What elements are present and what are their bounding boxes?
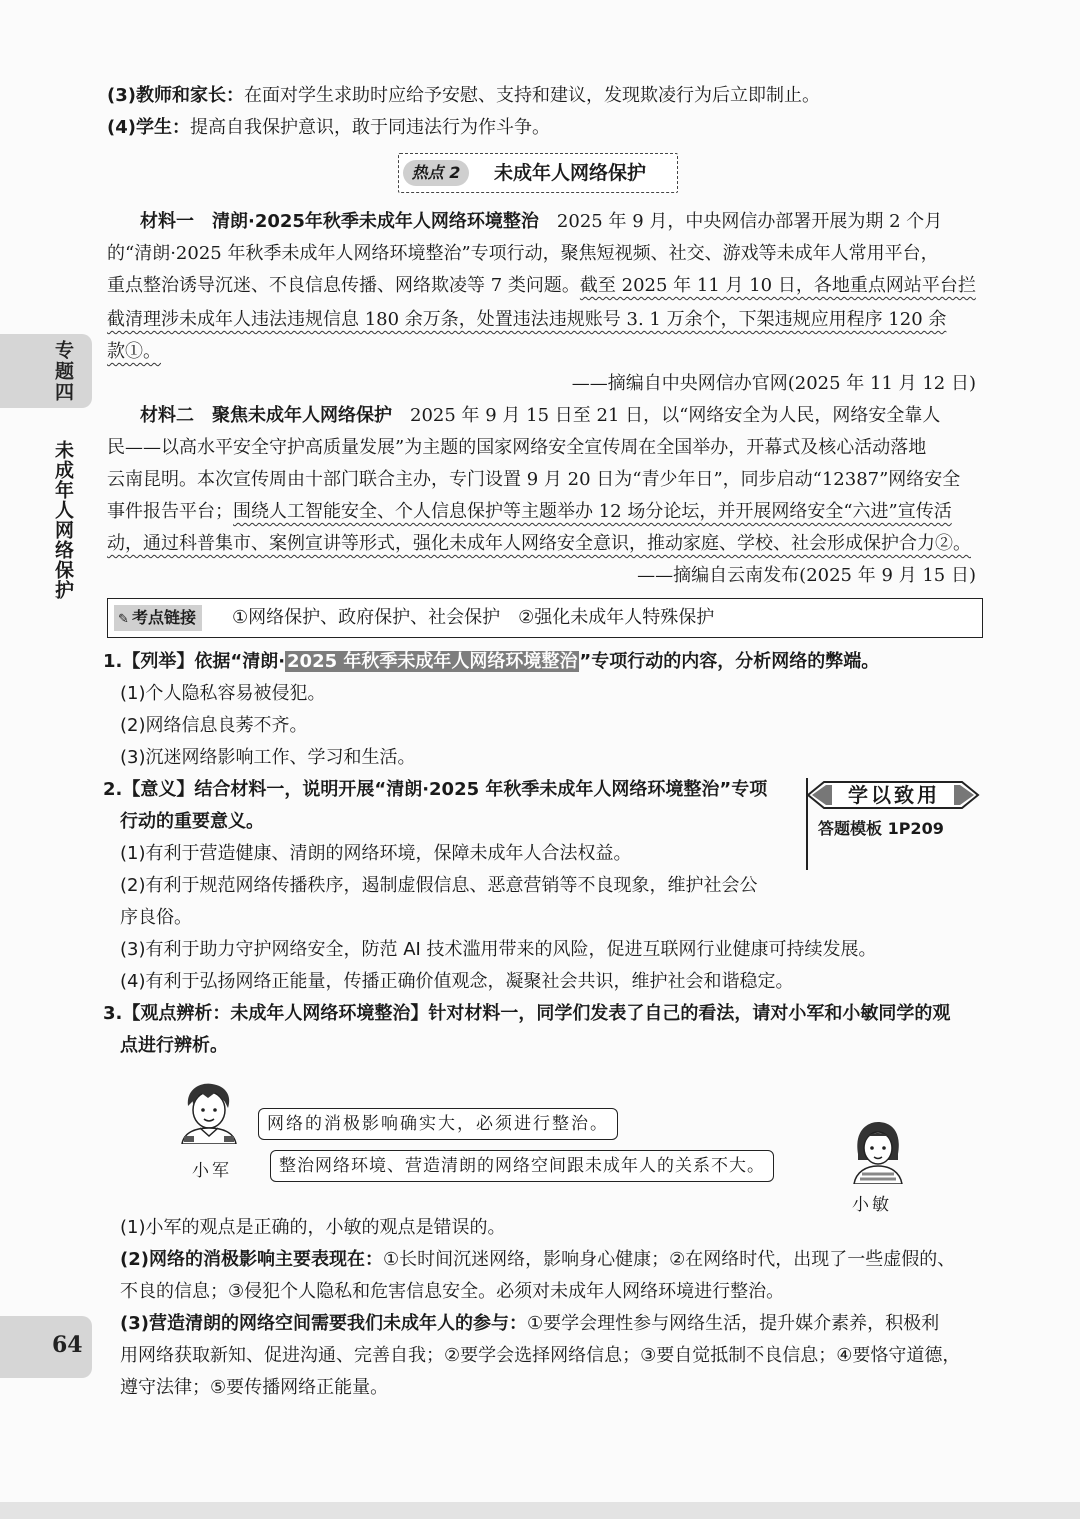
- material2-label: 材料二 聚焦未成年人网络保护: [140, 405, 392, 426]
- material1-label: 材料一 清朗·2025年秋季未成年人网络环境整治: [140, 211, 539, 232]
- link-icon: ✎: [118, 612, 129, 627]
- material2-line-1: [140, 404, 940, 428]
- material1-source: ——摘编自中央网信办官网(2025 年 11 月 12 日): [571, 373, 976, 394]
- q1-title: [103, 650, 879, 674]
- kaodian-label: 考点链接: [132, 608, 197, 627]
- intro-item-4: [107, 116, 550, 140]
- material2-line-3: 云南昆明。本次宣传周由十部门联合主办，专门设置 9 月 20 日为“青少年日”，同步启动“12387”网络安全: [107, 469, 961, 490]
- intro-item-4-text: 提高自我保护意识，敢于同违法行为作斗争。: [189, 117, 550, 138]
- q2-answer-2b: 序良俗。: [120, 907, 192, 928]
- material1-line-2: 的“清朗·2025 年秋季未成年人网络环境整治”专项行动，聚焦短视频、社交、游戏等未成年人常用平台，: [107, 243, 939, 264]
- kaodian-box: [107, 598, 983, 638]
- q3-answer-3-label: (3)营造清朗的网络空间需要我们未成年人的参与：: [120, 1313, 527, 1334]
- q3-answer-2-text: ①长时间沉迷网络，影响身心健康；②在网络时代，出现了一些虚假的、: [382, 1249, 956, 1270]
- intro-item-3-text: 在面对学生求助时应给予安慰、支持和建议，发现欺凌行为后立即制止。: [243, 85, 820, 106]
- xiaomin-name: 小敏: [852, 1195, 892, 1215]
- page-number: 64: [52, 1332, 83, 1358]
- footer-strip: [0, 1502, 1080, 1519]
- q1-answer-2: (2)网络信息良莠不齐。: [120, 715, 308, 736]
- q1-suffix: ”专项行动的内容，分析网络的弊端。: [579, 651, 880, 672]
- topic-label: 专题四: [52, 340, 74, 403]
- material1-line-1: [140, 210, 942, 234]
- q2-answer-3: (3)有利于助力守护网络安全，防范 AI 技术滥用带来的风险，促进互联网行业健康可持续发展。: [120, 939, 877, 960]
- material2-text-1: 2025 年 9 月 15 日至 21 日，以“网络安全为人民，网络安全靠人: [392, 405, 941, 426]
- intro-item-4-label: (4)学生：: [107, 117, 190, 138]
- material1-line-5: [107, 340, 161, 364]
- kaodian-item-1: ①网络保护、政府保护、社会保护: [232, 607, 501, 628]
- q3-title-1: 3.【观点辨析：未成年人网络环境整治】针对材料一，同学们发表了自己的看法，请对小军和小敏同学的观: [103, 1003, 951, 1024]
- q1-highlight: 2025 年秋季未成年人网络环境整治: [287, 651, 578, 672]
- material1-line-3: [107, 274, 976, 298]
- page-number-tab: [0, 1316, 92, 1378]
- q1-prefix: 1.【列举】依据“清朗·: [103, 651, 286, 672]
- material1-line-4: 截清理涉未成年人违法违规信息 180 余万条，处置违法违规账号 3. 1 万余个，下架违规应用程序 120 余: [107, 309, 947, 330]
- q3-answer-2a: [120, 1248, 955, 1272]
- apply-banner-label: 学以致用: [848, 783, 940, 807]
- q2-title-1: 2.【意义】结合材料一，说明开展“清朗·2025 年秋季未成年人网络环境整治”专项: [103, 779, 768, 800]
- q3-answer-1: (1)小军的观点是正确的，小敏的观点是错误的。: [120, 1217, 506, 1238]
- topic-tab: [0, 334, 92, 408]
- material1-text-5: 款①。: [107, 341, 161, 362]
- hotspot-badge: 热点 2: [403, 160, 469, 186]
- material1-text-3b: 截至 2025 年 11 月 10 日，各地重点网站平台拦: [579, 275, 976, 296]
- kaodian-items: [232, 605, 714, 631]
- q2-answer-2a: (2)有利于规范网络传播秩序，遏制虚假信息、恶意营销等不良现象，维护社会公: [120, 875, 758, 896]
- material1-text-3a: 重点整治诱导沉迷、不良信息传播、网络欺凌等 7 类问题。: [107, 275, 580, 296]
- intro-item-3-label: (3)教师和家长：: [107, 85, 244, 106]
- material2-text-4b: 围绕人工智能安全、个人信息保护等主题举办 12 场分论坛，并开展网络安全“六进”宣传活: [233, 501, 952, 522]
- material2-line-4: [107, 500, 952, 524]
- section-label: 未成年人网络保护: [52, 440, 74, 600]
- q3-answer-3c: 遵守法律；⑤要传播网络正能量。: [120, 1377, 389, 1398]
- material2-source: ——摘编自云南发布(2025 年 9 月 15 日): [637, 565, 976, 586]
- answer-template-ref: 答题模板 1P209: [818, 819, 944, 838]
- kaodian-label-wrap: [114, 605, 202, 631]
- q2-answer-1: (1)有利于营造健康、清朗的网络环境，保障未成年人合法权益。: [120, 843, 632, 864]
- q3-title-2: 点进行辨析。: [120, 1035, 228, 1056]
- q3-answer-3a: [120, 1312, 939, 1336]
- q3-answer-3b: 用网络获取新知、促进沟通、完善自我；②要学会选择网络信息；③要自觉抵制不良信息；④要恪守道德，: [120, 1345, 961, 1366]
- hotspot-header: [398, 153, 678, 193]
- q1-answer-1: (1)个人隐私容易被侵犯。: [120, 683, 326, 704]
- intro-item-3: [107, 84, 820, 108]
- xiaomin-avatar: [848, 1120, 908, 1184]
- q3-answer-2b: 不良的信息；③侵犯个人隐私和危害信息安全。必须对未成年人网络环境进行整治。: [120, 1281, 785, 1302]
- kaodian-item-2: ②强化未成年人特殊保护: [518, 607, 715, 628]
- xiaojun-avatar: [178, 1080, 240, 1144]
- q1-answer-3: (3)沉迷网络影响工作、学习和生活。: [120, 747, 416, 768]
- material2-text-4a: 事件报告平台；: [107, 501, 233, 522]
- q3-answer-3-text: ①要学会理性参与网络生活，提升媒介素养，积极利: [526, 1313, 940, 1334]
- q3-answer-2-label: (2)网络的消极影响主要表现在：: [120, 1249, 383, 1270]
- material2-line-5: 动，通过科普集市、案例宣讲等形式，强化未成年人网络安全意识，推动家庭、学校、社会形成保护合力②。: [107, 533, 971, 554]
- q2-answer-4: (4)有利于弘扬网络正能量，传播正确价值观念，凝聚社会共识，维护社会和谐稳定。: [120, 971, 794, 992]
- xiaomin-speech-bubble: 整治网络环境、营造清朗的网络空间跟未成年人的关系不大。: [270, 1150, 774, 1182]
- material2-line-2: 民——以高水平安全守护高质量发展”为主题的国家网络安全宣传周在全国举办，开幕式及核心活动落地: [107, 437, 927, 458]
- xiaojun-name: 小军: [192, 1161, 232, 1181]
- hotspot-title: 未成年人网络保护: [494, 162, 647, 184]
- material1-text-1: 2025 年 9 月，中央网信办部署开展为期 2 个月: [538, 211, 943, 232]
- xiaojun-speech-bubble: 网络的消极影响确实大，必须进行整治。: [258, 1108, 618, 1140]
- q2-title-2: 行动的重要意义。: [120, 811, 264, 832]
